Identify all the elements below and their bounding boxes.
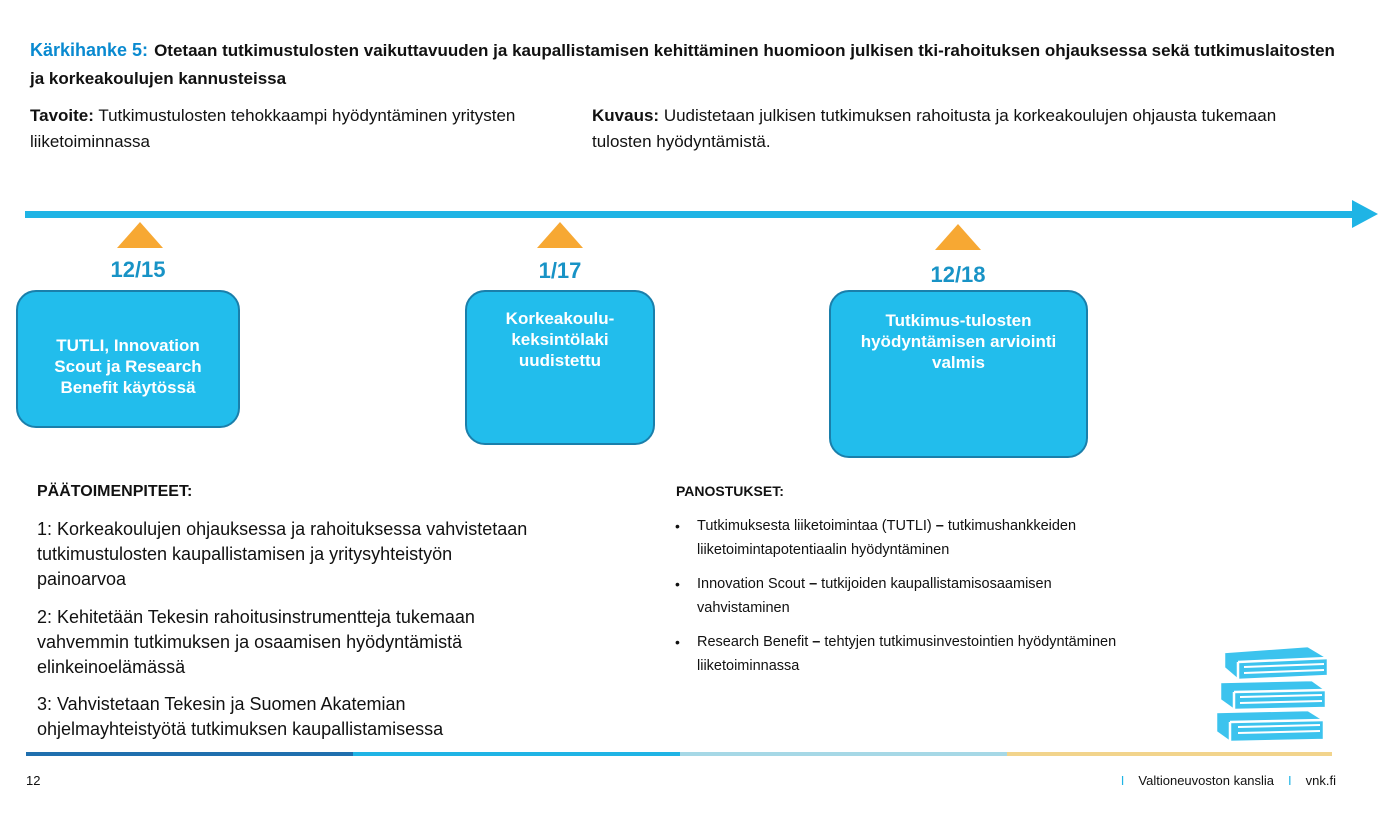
description-block xyxy=(592,103,1312,155)
key-action-item: 2: Kehitetään Tekesin rahoitusinstrumentteja tukemaan vahvemmin tutkimuksen ja osaamisen hyödyntämistä elinkeinoelämässä xyxy=(37,607,475,677)
page-number: 12 xyxy=(26,773,41,788)
footer-separator: I xyxy=(1120,773,1125,788)
timeline-arrowhead-icon xyxy=(1352,200,1378,228)
milestone-box xyxy=(465,290,655,445)
milestone-box xyxy=(829,290,1088,458)
investment-item xyxy=(675,572,1147,620)
investment-detail: tutkijoiden kaupallistamisosaamisen vahvistaminen xyxy=(697,576,1052,616)
milestone-box xyxy=(16,290,240,428)
bullet-icon: • xyxy=(675,576,680,592)
bullet-icon: • xyxy=(675,518,680,534)
milestone-text: Korkeakoulu- keksintölaki uudistettu xyxy=(505,309,615,370)
investment-dash: – xyxy=(935,518,944,534)
bullet-icon: • xyxy=(675,634,680,650)
footer-website: vnk.fi xyxy=(1305,773,1336,788)
investment-detail: tehtyjen tutkimusinvestointien hyödyntäminen liiketoiminnassa xyxy=(697,634,1117,674)
milestone-date: 12/15 xyxy=(110,257,166,282)
investment-name: Tutkimuksesta liiketoimintaa (TUTLI) xyxy=(697,518,932,534)
investment-dash: – xyxy=(812,634,821,650)
page-title xyxy=(30,36,1350,93)
investments-heading: PANOSTUKSET: xyxy=(676,483,784,499)
footer-separator: I xyxy=(1288,773,1292,788)
goal-text: Tutkimustulosten tehokkaampi hyödyntäminen yritysten liiketoiminnassa xyxy=(30,106,516,151)
investment-detail: tutkimushankkeiden liiketoimintapotentiaalin hyödyntäminen xyxy=(697,518,1077,558)
footer-bar-segment xyxy=(680,752,1007,756)
goal-block xyxy=(30,103,590,155)
key-actions-heading: PÄÄTOIMENPITEET: xyxy=(37,483,193,500)
investment-dash: – xyxy=(809,576,818,592)
footer-bar-segment xyxy=(1007,752,1332,756)
key-action-item: 1: Korkeakoulujen ohjauksessa ja rahoituksessa vahvistetaan tutkimustulosten kaupallistamisen ja yritysyhteistyön painoarvoa xyxy=(37,519,528,589)
footer-info xyxy=(1107,773,1336,788)
footer-bar-segment xyxy=(353,752,680,756)
books-stack-icon xyxy=(1208,640,1334,744)
timeline-line xyxy=(25,211,1355,218)
investment-item xyxy=(675,514,1147,562)
footer-bar-segment xyxy=(26,752,353,756)
milestone-date: 1/17 xyxy=(538,258,582,283)
milestone-text: TUTLI, Innovation Scout ja Research Benefit käytössä xyxy=(54,335,202,397)
title-text: Otetaan tutkimustulosten vaikuttavuuden ja kaupallistamisen kehittäminen huomioon julkisen tki-rahoituksen ohjauksessa sekä tutkimuslaitosten ja korkeakoulujen kannusteissa xyxy=(30,41,1335,88)
investment-name: Research Benefit xyxy=(697,634,809,650)
milestone-marker-triangle-icon xyxy=(537,222,583,248)
milestone-marker-triangle-icon xyxy=(935,224,981,250)
goal-label: Tavoite: xyxy=(30,106,94,125)
footer-organization: Valtioneuvoston kanslia xyxy=(1138,773,1275,788)
title-prefix: Kärkihanke 5: xyxy=(30,40,149,60)
milestone-date: 12/18 xyxy=(930,262,986,287)
investment-item xyxy=(675,630,1147,678)
description-label: Kuvaus: xyxy=(592,106,660,125)
milestone-text: Tutkimus-tulosten hyödyntämisen arviointi valmis xyxy=(860,311,1057,372)
milestone-marker-triangle-icon xyxy=(117,222,163,248)
investment-name: Innovation Scout xyxy=(697,576,806,592)
key-action-item: 3: Vahvistetaan Tekesin ja Suomen Akatemian ohjelmayhteistyötä tutkimuksen kaupallistamisessa xyxy=(37,694,444,739)
description-text: Uudistetaan julkisen tutkimuksen rahoitusta ja korkeakoulujen ohjausta tukemaan tulosten hyödyntämistä. xyxy=(592,106,1277,151)
